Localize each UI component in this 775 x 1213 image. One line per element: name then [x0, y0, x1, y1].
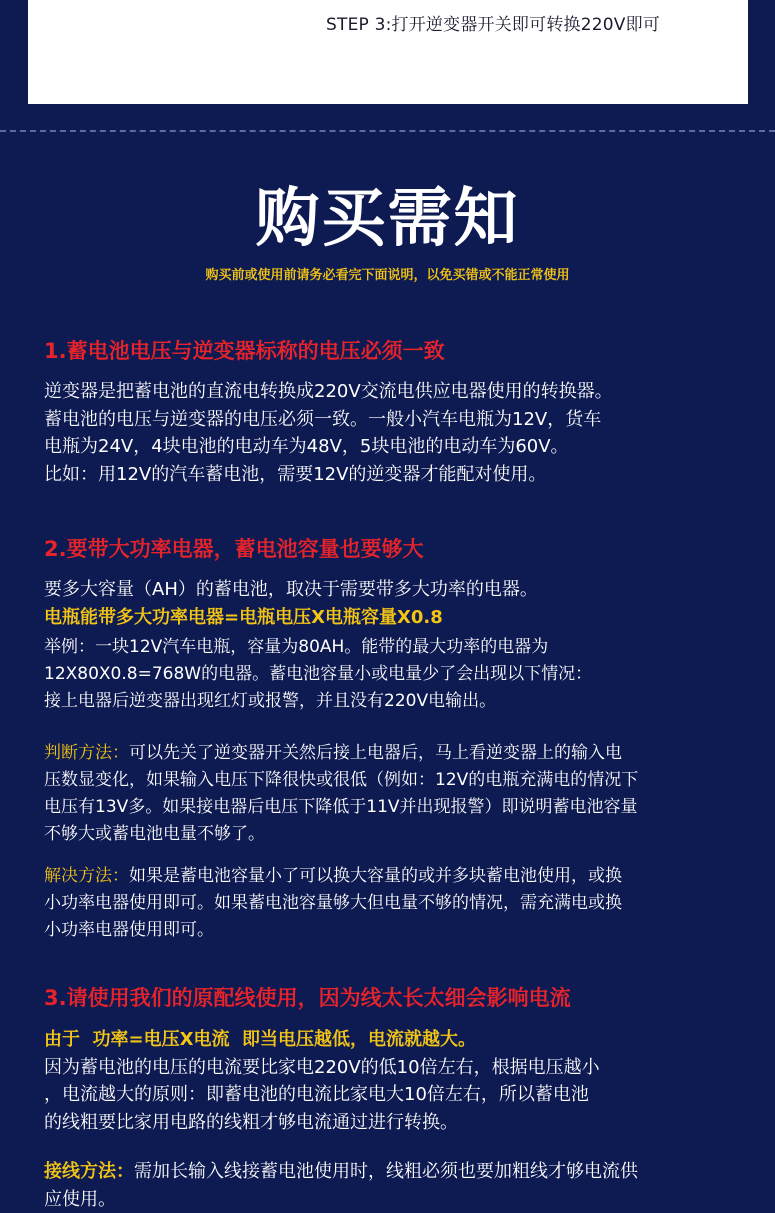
section-1-body	[44, 378, 744, 488]
judge-line: 可以先关了逆变器开关然后接上电器后，马上看逆变器上的输入电	[129, 743, 622, 763]
judge-method-label: 判断方法：	[44, 743, 129, 763]
section-3-body	[44, 1026, 744, 1136]
section-1-line: 逆变器是把蓄电池的直流电转换成220V交流电供应电器使用的转换器。	[44, 378, 744, 406]
example-line: 12X80X0.8=768W的电器。蓄电池容量小或电量少了会出现以下情况：	[44, 661, 744, 688]
judge-line: 不够大或蓄电池电量不够了。	[44, 821, 744, 848]
judge-line: 电压有13V多。如果接电器后电压下降低于11V并出现报警）即说明蓄电池容量	[44, 794, 744, 821]
section-3-formula: 由于 功率=电压X电流 即当电压越低，电流就越大。	[44, 1026, 744, 1054]
wiring-line: 应使用。	[44, 1186, 744, 1213]
section-1-line: 比如：用12V的汽车蓄电池，需要12V的逆变器才能配对使用。	[44, 461, 744, 489]
judge-method-block	[44, 740, 744, 848]
section-2-formula: 电瓶能带多大功率电器=电瓶电压X电瓶容量X0.8	[44, 604, 744, 632]
example-line: 接上电器后逆变器出现红灯或报警，并且没有220V电输出。	[44, 688, 744, 715]
wiring-line: 需加长输入线接蓄电池使用时，线粗必须也要加粗线才够电流供	[134, 1161, 638, 1182]
solve-method-block	[44, 863, 744, 944]
page-subtitle: 购买前或使用前请务必看完下面说明，以免买错或不能正常使用	[0, 264, 775, 283]
step-card	[28, 0, 748, 104]
solve-line: 如果是蓄电池容量小了可以换大容量的或并多块蓄电池使用，或换	[129, 866, 622, 886]
section-2-intro: 要多大容量（AH）的蓄电池，取决于需要带多大功率的电器。	[44, 576, 744, 604]
section-1-line: 蓄电池的电压与逆变器的电压必须一致。一般小汽车电瓶为12V，货车	[44, 406, 744, 434]
step-3-text: STEP 3:打开逆变器开关即可转换220V即可	[326, 10, 660, 35]
section-3-line: ，电流越大的原则：即蓄电池的电流比家电大10倍左右，所以蓄电池	[44, 1081, 744, 1109]
wiring-method-label: 接线方法：	[44, 1161, 134, 1182]
section-1-heading: 1.蓄电池电压与逆变器标称的电压必须一致	[44, 336, 445, 366]
dashed-divider	[0, 130, 775, 132]
judge-line: 压数显变化，如果输入电压下降很快或很低（例如：12V的电瓶充满电的情况下	[44, 767, 744, 794]
solve-method-label: 解决方法：	[44, 866, 129, 886]
wiring-method-block	[44, 1158, 744, 1213]
section-2-intro-block	[44, 576, 744, 631]
section-2-example	[44, 634, 744, 715]
example-line: 举例：一块12V汽车电瓶，容量为80AH。能带的最大功率的电器为	[44, 634, 744, 661]
section-1-line: 电瓶为24V，4块电池的电动车为48V，5块电池的电动车为60V。	[44, 433, 744, 461]
section-2-heading: 2.要带大功率电器，蓄电池容量也要够大	[44, 534, 424, 564]
section-3-line: 的线粗要比家用电路的线粗才够电流通过进行转换。	[44, 1109, 744, 1137]
section-3-line: 因为蓄电池的电压的电流要比家电220V的低10倍左右，根据电压越小	[44, 1054, 744, 1082]
solve-line: 小功率电器使用即可。如果蓄电池容量够大但电量不够的情况，需充满电或换	[44, 890, 744, 917]
page-title: 购买需知	[0, 177, 775, 261]
solve-line: 小功率电器使用即可。	[44, 917, 744, 944]
section-3-heading: 3.请使用我们的原配线使用，因为线太长太细会影响电流	[44, 983, 571, 1013]
